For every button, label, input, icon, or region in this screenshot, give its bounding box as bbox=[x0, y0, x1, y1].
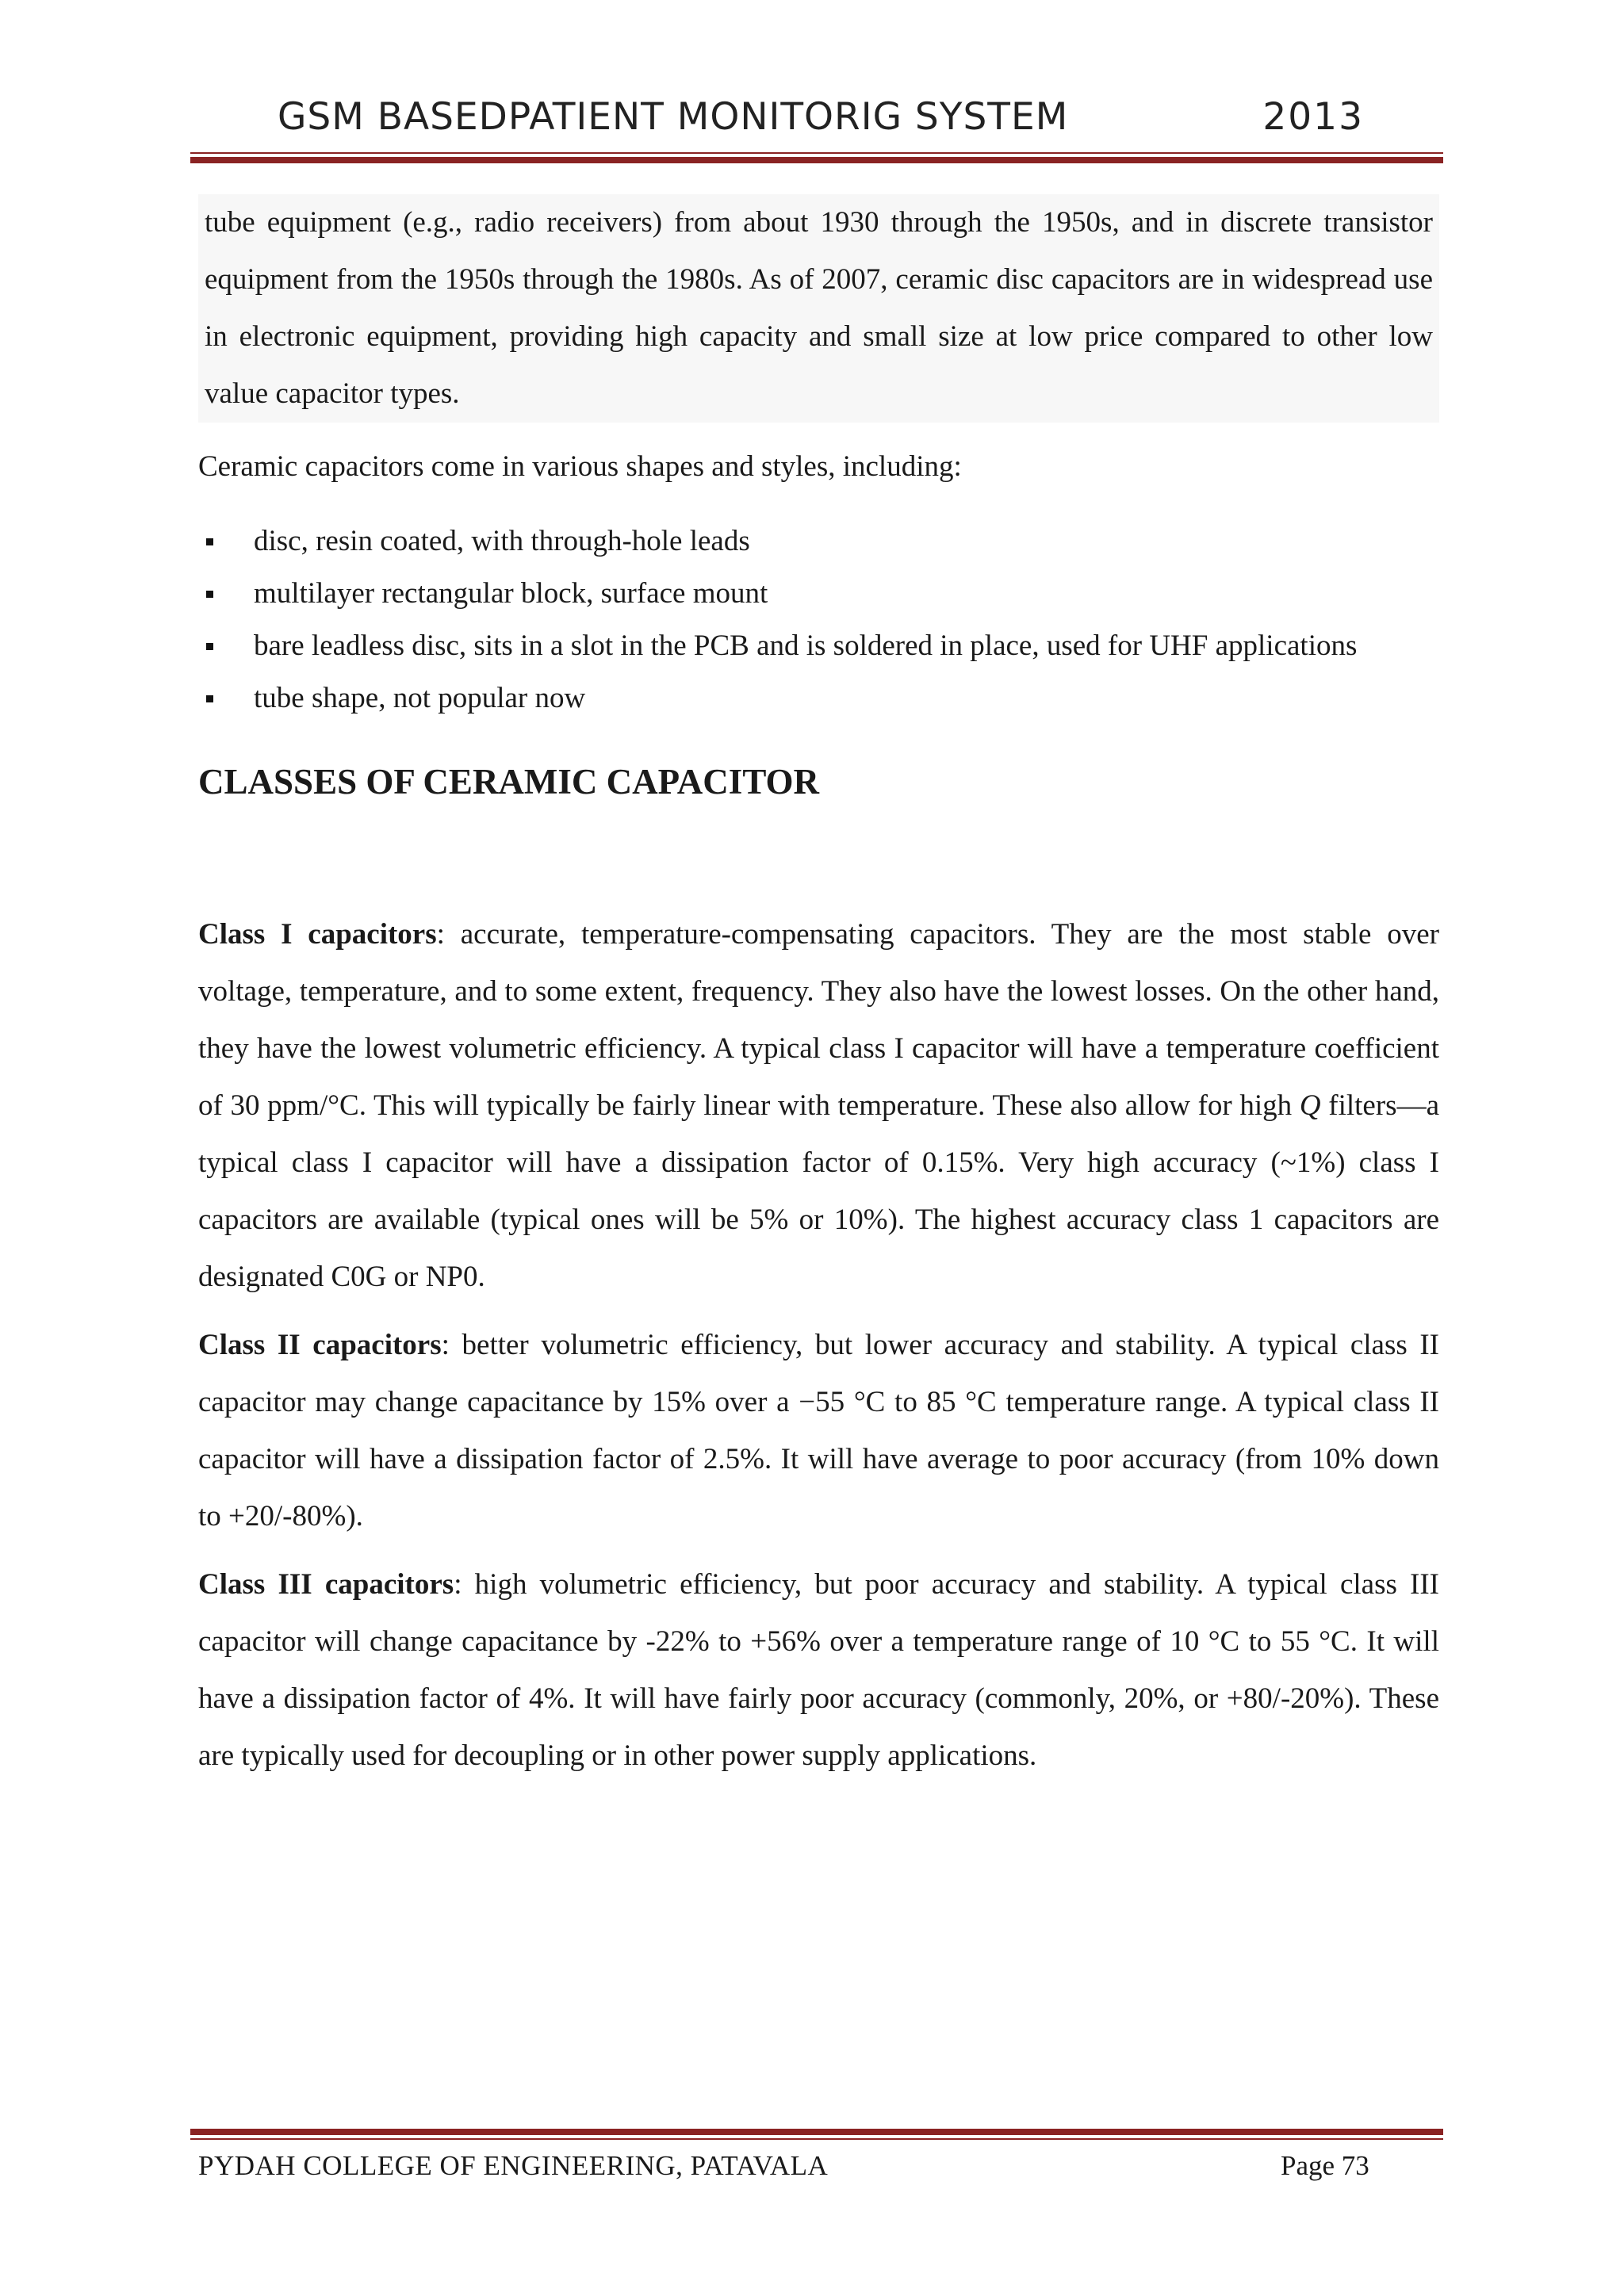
page-body bbox=[198, 194, 1439, 1785]
class-3-paragraph bbox=[198, 1556, 1439, 1785]
class-1-paragraph bbox=[198, 906, 1439, 1306]
list-item-text: disc, resin coated, with through-hole leads bbox=[254, 525, 750, 557]
intro-paragraph: tube equipment (e.g., radio receivers) from about 1930 through the 1950s, and in discrete transistor equipment from the 1950s through the 1980s. As of 2007, ceramic disc capacitors are in widespread use in electronic equipment, providing high capacity and small size at low price compared to other low value capacitor types. bbox=[198, 194, 1439, 423]
square-bullet-icon bbox=[206, 591, 213, 598]
square-bullet-icon bbox=[206, 538, 213, 545]
header-rule-thin bbox=[190, 152, 1443, 154]
class-3-separator: : bbox=[454, 1568, 475, 1601]
footer-institution: PYDAH COLLEGE OF ENGINEERING, PATAVALA bbox=[198, 2150, 829, 2181]
page-number: Page 73 bbox=[1281, 2150, 1369, 2181]
page-header bbox=[190, 95, 1364, 151]
class-1-text-a: accurate, temperature-compensating capacitors. They are the most stable over voltage, temperature, and to some extent, frequency. They also have the lowest losses. On the other hand, they have the lowest volumetric efficiency. A typical class I capacitor will have a temperature coefficient of 30 ppm/°C. This will typically be fairly linear with temperature. These also allow for high bbox=[198, 918, 1439, 1122]
class-3-label: Class III capacitors bbox=[198, 1568, 454, 1601]
list-item bbox=[198, 518, 1439, 565]
class-2-paragraph bbox=[198, 1317, 1439, 1545]
class-3-text: high volumetric efficiency, but poor accuracy and stability. A typical class III capacitor will change capacitance by -22% to +56% over a temperature range of 10 °C to 55 °C. It will have a dissipation factor of 4%. It will have fairly poor accuracy (commonly, 20%, or +80/-20%). These are typically used for decoupling or in other power supply applications. bbox=[198, 1568, 1440, 1772]
class-2-separator: : bbox=[441, 1329, 462, 1361]
square-bullet-icon bbox=[206, 643, 213, 650]
document-title: GSM BASEDPATIENT MONITORIG SYSTEM bbox=[278, 95, 1069, 139]
document-year: 2013 bbox=[1262, 95, 1364, 139]
list-item-text: tube shape, not popular now bbox=[254, 682, 586, 714]
footer-rule-thick bbox=[190, 2129, 1443, 2135]
class-1-label: Class I capacitors bbox=[198, 918, 437, 951]
square-bullet-icon bbox=[206, 695, 213, 702]
list-item bbox=[198, 675, 1439, 722]
shapes-intro-paragraph: Ceramic capacitors come in various shapes and styles, including: bbox=[198, 450, 962, 483]
class-1-text-b: filters—a typical class I capacitor will have a dissipation factor of 0.15%. Very high accuracy (~1%) class I capacitors are available (typical ones will be 5% or 10%). The highest accuracy class 1 capacitors are designated C0G or NP0. bbox=[198, 1089, 1439, 1293]
q-factor-symbol: Q bbox=[1299, 1089, 1321, 1122]
class-2-label: Class II capacitors bbox=[198, 1329, 442, 1361]
class-2-text: better volumetric efficiency, but lower accuracy and stability. A typical class II capacitor may change capacitance by 15% over a −55 °C to 85 °C temperature range. A typical class II capacitor will have a dissipation factor of 2.5%. It will have average to poor accuracy (from 10% down to +20/-80%). bbox=[198, 1329, 1440, 1533]
section-heading: CLASSES OF CERAMIC CAPACITOR bbox=[198, 762, 820, 802]
list-item-text: bare leadless disc, sits in a slot in the PCB and is soldered in place, used for UHF applications bbox=[254, 629, 1358, 662]
header-rule-thick bbox=[190, 157, 1443, 163]
footer-rule-thin bbox=[190, 2138, 1443, 2140]
class-1-separator: : bbox=[436, 918, 461, 951]
shapes-list bbox=[198, 518, 1439, 722]
list-item bbox=[198, 570, 1439, 618]
list-item bbox=[198, 622, 1439, 670]
list-item-text: multilayer rectangular block, surface mount bbox=[254, 577, 768, 610]
